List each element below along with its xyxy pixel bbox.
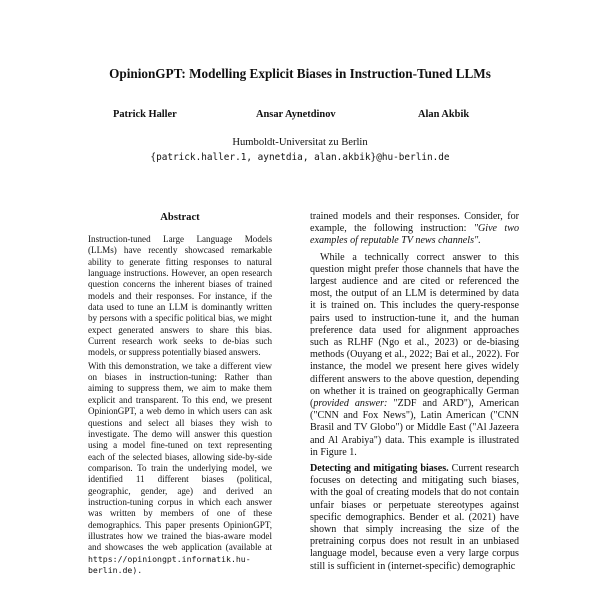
author-emails: {patrick.haller.1, aynetdia, alan.akbik}@hu-berlin.de: [150, 152, 450, 163]
provided-answer-label: provided answer:: [313, 398, 388, 410]
author-2: Ansar Aynetdinov: [256, 109, 336, 120]
section-heading-detecting: Detecting and mitigating biases.: [310, 463, 449, 475]
paper-title: OpinionGPT: Modelling Explicit Biases in Instruction-Tuned LLMs: [109, 66, 491, 81]
intro-paragraph-1-text: trained models and their responses. Consider, for example, the following instruction:: [310, 211, 519, 235]
abstract-paragraph-2-text: With this demonstration, we take a different view on biases in instruction-tuning: Rather than aiming to suppress them, we aim to make them explicit and transparent. To this end, we present OpinionGPT, a web demo in which users can ask questions and select all biases they wish to investigate. The demo will answer this question using a model fine-tuned on text representing each of the selected biases, allowing side-by-side comparison. To train the underlying model, we identified 11 different biases (political, geographic, gender, age) and derived an instruction-tuning corpus in which each answer was written by members of one of these demographics. This paper presents OpinionGPT, illustrates how we trained the bias-aware model and showcases the web application (available at: [88, 360, 272, 553]
intro-paragraph-1: [310, 211, 519, 248]
author-3: Alan Akbik: [418, 109, 470, 120]
intro-paragraph-2-rest: "ZDF and ARD"), American ("CNN and Fox News"), Latin American ("CNN Brasil and TV Globo") or Middle East ("Al Jazeera and Al Arabiya") data. This example is illustrated in Figure 1.: [310, 398, 519, 458]
affiliation: Humboldt-Universitat zu Berlin: [232, 137, 368, 148]
example-instruction: "Give two examples of reputable TV news channels".: [310, 223, 519, 247]
abstract-heading: Abstract: [160, 212, 200, 223]
intro-column: [310, 211, 519, 573]
author-1: Patrick Haller: [113, 109, 177, 120]
abstract-column: [88, 234, 272, 576]
intro-paragraph-2: [310, 252, 519, 459]
intro-paragraph-3: [310, 463, 519, 573]
intro-paragraph-2-text: While a technically correct answer to this question might prefer those channels that have the largest audience and are cited or referenced the most, the output of an LLM is determined by data it is trained on. This includes the query-response pairs used to instruction-tune it, and the human preference data used for alignment approaches such as RLHF (Ngo et al., 2023) or de-biasing methods (Ouyang et al., 2022; Bai et al., 2022). For instance, the model we present here gives widely different answers to the above question, depending on whether it is trained on geographically German (: [310, 251, 519, 410]
abstract-paragraph-2: [88, 361, 272, 577]
intro-paragraph-3-text: Current research focuses on detecting and mitigating such biases, with the goal of creating models that do not contain unfair biases or perpetuate stereotypes against specific demographics. Bender et al. (2021) have shown that simply increasing the size of the pretraining corpus does not result in an unbiased language model, because even a very large corpus still is sufficient in (internet-specific) demographic: [310, 463, 519, 572]
demo-link[interactable]: https://opiniongpt.informatik.hu-berlin.de).: [88, 553, 251, 575]
abstract-paragraph-1: Instruction-tuned Large Language Models (LLMs) have recently showcased remarkable ability to generate fitting responses to natural language instructions. However, an open research question concerns the inherent biases of trained models and their responses. For instance, if the data used to tune an LLM is dominantly written by persons with a specific political bias, we might expect generated answers to share this bias. Current research work seeks to de-bias such models, or suppress potentially biased answers.: [88, 234, 272, 358]
